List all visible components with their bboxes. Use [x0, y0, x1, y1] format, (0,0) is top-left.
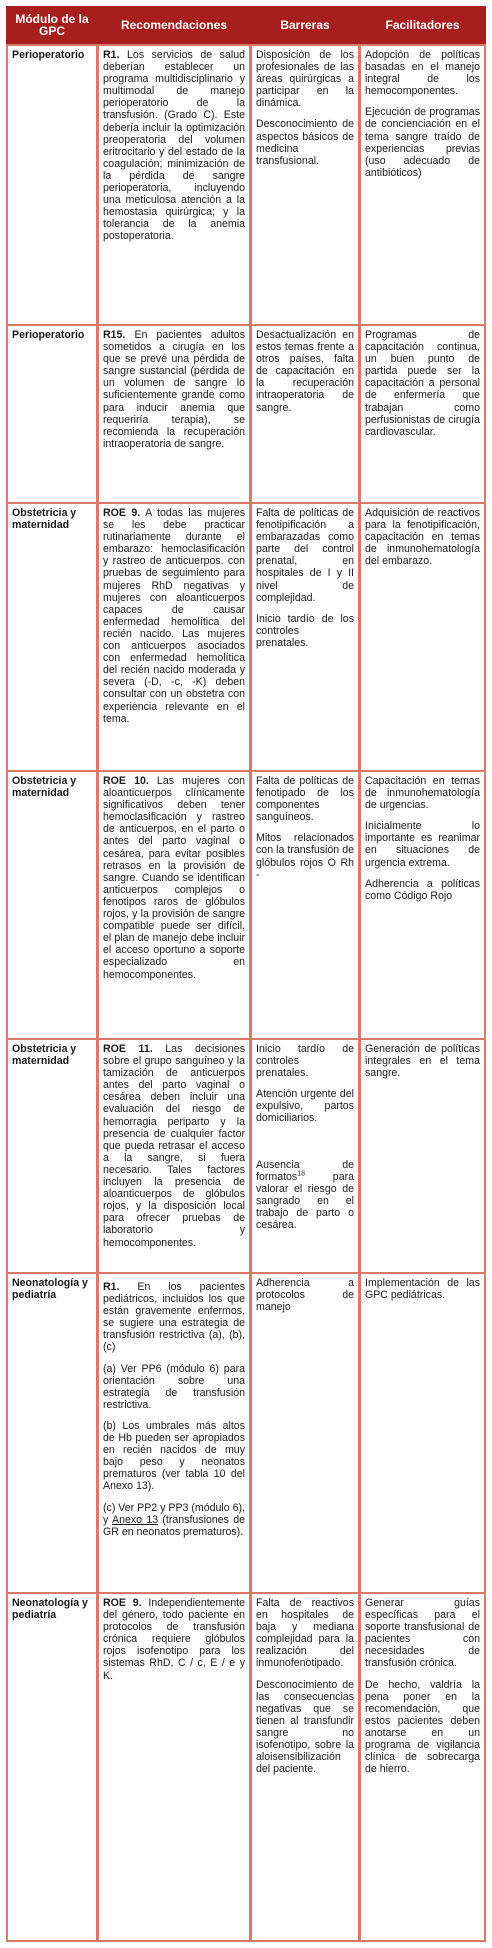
recommendation-cell: R1. En los pacientes pediátricos, incluidos los que están gravemente enfermos, se sugiere una estrategia de transfusión restrictiva (a), (b), (c) (a) Ver PP6 (módulo 6) para orientación sobre una estrategia de transfusión restrictiva. (b) Los umbrales más altos de Hb pueden ser apropiados en recién nacidos de muy bajo peso y neonatos prematuros (ver tabla 10 del Anexo 13). (c) Ver PP2 y PP3 (módulo 6), y Anexo 13 (transfusiones de GR en neonatos prematuros). — [99, 1274, 249, 1592]
module-cell: Neonatología y pediatría — [8, 1594, 96, 1940]
header-module: Módulo de la GPC — [15, 12, 89, 38]
barriers-cell: Adherencia a protocolos de manejo — [252, 1274, 358, 1592]
table-row — [6, 1040, 486, 1272]
header-recommendations: Recomendaciones — [120, 18, 228, 32]
table-row — [6, 1274, 486, 1592]
module-cell: Perioperatorio — [8, 46, 96, 324]
header-barriers: Barreras — [280, 18, 330, 32]
barriers-cell: Disposición de los profesionales de las áreas quirúrgicas a participar en la dinámica. Desconocimiento de aspectos básicos de medicina transfusional. — [252, 46, 358, 324]
facilitators-cell: Generar guías específicas para el soporte transfusional de pacientes con necesidades de transfusión crónica. De hecho, valdría la pena poner en la recomendación, que estos pacientes deben anotarse en un programa de vigilancia clínica de sobrecarga de hierro. — [361, 1594, 484, 1940]
facilitators-cell: Implementación de las GPC pediátricas. — [361, 1274, 484, 1592]
facilitators-cell: Adquisición de reactivos para la fenotipificación, capacitación en temas de inmunohematología del embarazo. — [361, 504, 484, 770]
facilitators-cell: Adopción de políticas basadas en el manejo integral de los hemocomponentes. Ejecución de programas de concienciación en el tema sangre traído de experiencias previas (uso adecuado de antibióticos) — [361, 46, 484, 324]
annex-13-link[interactable]: Anexo 13 — [112, 1513, 159, 1526]
barriers-cell: Falta de políticas de fenotipificación a embarazadas como parte del control prenatal, en hospitales de I y II nivel de complejidad. Inicio tardío de los controles prenatales. — [252, 504, 358, 770]
facilitators-cell: Generación de políticas integrales en el tema sangre. — [361, 1040, 484, 1272]
module-cell: Obstetricia y maternidad — [8, 504, 96, 770]
recommendation-cell: ROE 10. Las mujeres con aloanticuerpos clínicamente significativos deben tener hemoclasificación y rastreo de anticuerpos, en el parto o antes del parto vaginal o cesárea, para evitar posibles retrasos en la provisión de sangre. Cuando se identifican anticuerpos complejos o fenotipos raros de glóbulos rojos, y la provisión de sangre compatible puede ser difícil, el plan de manejo debe incluir el acceso oportuno a soporte especializado en hemocomponentes. — [99, 772, 249, 1038]
module-cell: Neonatología y pediatría — [8, 1274, 96, 1592]
module-cell: Perioperatorio — [8, 326, 96, 502]
barriers-cell: Inicio tardío de controles prenatales. Atención urgente del expulsivo, partos domiciliarios. Ausencia de formatos$^{18}$ para valorar el riesgo de sangrado en el trabajo de parto o cesárea. — [252, 1040, 358, 1272]
recommendation-cell: ROE 9. Independientemente del género, todo paciente en protocolos de transfusión crónica requiere glóbulos rojos isofenotipo para los sistemas RhD, C / c, E / e y K. — [99, 1594, 249, 1940]
recommendation-cell: ROE 11. Las decisiones sobre el grupo sanguíneo y la tamización de anticuerpos antes del parto vaginal o cesárea deben incluir una evaluación del riesgo de hemorragia periparto y la presencia de cualquier factor que pueda retrasar el acceso a la sangre, si fuera necesario. Tales factores incluyen la presencia de aloanticuerpos de glóbulos rojos, y la disposición local para ofrecer pruebas de laboratorio y hemocomponentes. — [99, 1040, 249, 1272]
table-row — [6, 772, 486, 1038]
barriers-cell: Falta de reactivos en hospitales de baja y mediana complejidad para la realización del inmunofenotipado. Desconocimiento de las consecuencias negativas que se tienen al transfundir sangre no isofenotipo, sobre la aloisensibilización del paciente. — [252, 1594, 358, 1940]
table-row — [6, 326, 486, 502]
facilitators-cell: Programas de capacitación continua, un buen punto de partida puede ser la capacitación a personal de enfermería que trabajan como perfusionistas de cirugía cardiovascular. — [361, 326, 484, 502]
module-cell: Obstetricia y maternidad — [8, 1040, 96, 1272]
header-facilitators: Facilitadores — [385, 18, 460, 32]
recommendations-table — [6, 6, 486, 1942]
facilitators-cell: Capacitación en temas de inmunohematología de urgencias. Inicialmente lo importante es reanimar en situaciones de urgencia extrema. Adherencia a políticas como Código Rojo — [361, 772, 484, 1038]
barriers-cell: Desactualización en estos temas frente a otros países, falta de capacitación en la recuperación intraoperatoria de sangre. — [252, 326, 358, 502]
table-row — [6, 1594, 486, 1940]
module-cell: Obstetricia y maternidad — [8, 772, 96, 1038]
barriers-cell: Falta de políticas de fenotipado de los componentes sanguíneos. Mitos relacionados con la transfusión de glóbulos rojos O Rh - — [252, 772, 358, 1038]
table-row — [6, 504, 486, 770]
recommendation-cell: R15. En pacientes adultos sometidos a cirugía en los que se prevé una pérdida de sangre sustancial (pérdida de un volumen de sangre lo suficientemente grande como para inducir anemia que requeriría terapia), se recomienda la recuperación intraoperatoria de sangre. — [99, 326, 249, 502]
table-header — [6, 6, 486, 44]
recommendation-cell: ROE 9. A todas las mujeres se les debe practicar rutinariamente durante el embarazo: hemoclasificación y rastreo de anticuerpos. con pruebas de seguimiento para mujeres RhD negativas y mujeres con aloanticuerpos capaces de causar enfermedad hemolítica del recién nacido. Las mujeres con anticuerpos asociados con enfermedad hemolítica del recién nacido moderada y severa (-D, -c, -K) deben consultar con un obstetra con experiencia relevante en el tema. — [99, 504, 249, 770]
recommendation-cell: R1. Los servicios de salud deberían establecer un programa multidisciplinario y multimodal de manejo perioperatorio de la transfusión. (Grado C). Este debería incluir la optimización preoperatoria del volumen eritrocitario y del estado de la coagulación; minimización de la pérdida de sangre perioperatoria, incluyendo una meticulosa atención a la hemostasia quirúrgica; y la tolerancia de la anemia postoperatoria. — [99, 46, 249, 324]
table-row — [6, 46, 486, 324]
